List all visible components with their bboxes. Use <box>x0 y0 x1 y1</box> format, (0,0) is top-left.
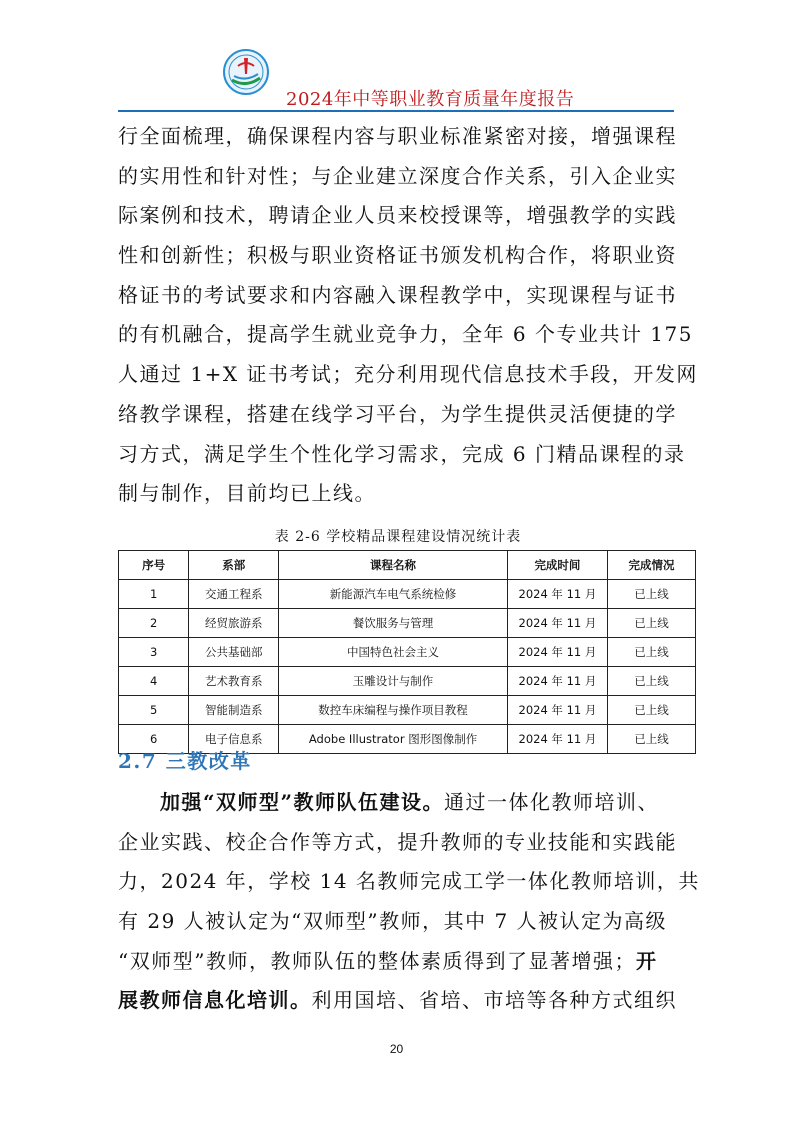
cell-department: 公共基础部 <box>189 638 279 667</box>
body-paragraph-1 <box>118 117 698 514</box>
header-divider <box>118 110 674 112</box>
column-header-status: 完成情况 <box>607 551 695 580</box>
table-row <box>119 667 696 696</box>
cell-course-name: 新能源汽车电气系统检修 <box>279 580 508 609</box>
text-line: 的有机融合，提高学生就业竞争力，全年 6 个专业共计 175 <box>118 322 693 347</box>
cell-course-name: 中国特色社会主义 <box>279 638 508 667</box>
column-header-number: 序号 <box>119 551 189 580</box>
text-line: 格证书的考试要求和内容融入课程教学中，实现课程与证书 <box>118 282 677 307</box>
table-row <box>119 696 696 725</box>
text-line: 企业实践、校企合作等方式，提升教师的专业技能和实践能 <box>118 829 677 854</box>
column-header-completion-time: 完成时间 <box>507 551 607 580</box>
table-caption: 表 2-6 学校精品课程建设情况统计表 <box>274 529 522 545</box>
cell-course-name: 餐饮服务与管理 <box>279 609 508 638</box>
text-line: 人通过 1+X 证书考试；充分利用现代信息技术手段，开发网 <box>118 362 698 387</box>
bold-lead-text: 展教师信息化培训。 <box>118 988 312 1013</box>
page-header <box>0 38 793 118</box>
school-logo-emblem <box>222 48 270 96</box>
text-line <box>118 783 678 823</box>
text-line: 有 29 人被认定为“双师型”教师，其中 7 人被认定为高级 <box>118 909 668 934</box>
body-paragraph-2 <box>118 783 700 1021</box>
cell-status: 已上线 <box>607 667 695 696</box>
table-row <box>119 638 696 667</box>
cell-department: 艺术教育系 <box>189 667 279 696</box>
cell-completion-time: 2024 年 11 月 <box>507 580 607 609</box>
text-run: 利用国培、省培、市培等各种方式组织 <box>311 988 677 1013</box>
cell-department: 交通工程系 <box>189 580 279 609</box>
cell-department: 智能制造系 <box>189 696 279 725</box>
cell-number: 1 <box>119 580 189 609</box>
cell-course-name: 数控车床编程与操作项目教程 <box>279 696 508 725</box>
text-line: 的实用性和针对性；与企业建立深度合作关系，引入企业实 <box>118 163 677 188</box>
cell-completion-time: 2024 年 11 月 <box>507 638 607 667</box>
cell-number: 4 <box>119 667 189 696</box>
cell-status: 已上线 <box>607 725 695 754</box>
table-header-row <box>119 551 696 580</box>
cell-completion-time: 2024 年 11 月 <box>507 696 607 725</box>
cell-status: 已上线 <box>607 638 695 667</box>
cell-status: 已上线 <box>607 696 695 725</box>
cell-status: 已上线 <box>607 580 695 609</box>
cell-number: 6 <box>119 725 189 754</box>
cell-number: 2 <box>119 609 189 638</box>
courses-table <box>118 550 696 754</box>
text-line: 习方式，满足学生个性化学习需求，完成 6 门精品课程的录 <box>118 441 686 466</box>
section-heading: 2.7 三教改革 <box>118 749 252 773</box>
text-line <box>118 981 678 1021</box>
cell-course-name: 玉雕设计与制作 <box>279 667 508 696</box>
column-header-course-name: 课程名称 <box>279 551 508 580</box>
text-line <box>118 942 678 982</box>
cell-completion-time: 2024 年 11 月 <box>507 667 607 696</box>
bold-lead-text: 加强“双师型”教师队伍建设。 <box>160 790 445 814</box>
cell-number: 5 <box>119 696 189 725</box>
text-line: 制与制作，目前均已上线。 <box>118 481 376 506</box>
text-run: 通过一体化教师培训、 <box>444 790 660 814</box>
report-title: 2024年中等职业教育质量年度报告 <box>286 89 575 110</box>
text-line: 力，2024 年，学校 14 名教师完成工学一体化教师培训，共 <box>118 869 700 894</box>
column-header-department: 系部 <box>189 551 279 580</box>
text-line: 行全面梳理，确保课程内容与职业标准紧密对接，增强课程 <box>118 124 677 148</box>
text-line: 络教学课程，搭建在线学习平台，为学生提供灵活便捷的学 <box>118 401 677 426</box>
cell-status: 已上线 <box>607 609 695 638</box>
cell-number: 3 <box>119 638 189 667</box>
cell-completion-time: 2024 年 11 月 <box>507 609 607 638</box>
bold-lead-text: 开 <box>635 948 658 973</box>
cell-department: 经贸旅游系 <box>189 609 279 638</box>
cell-department: 电子信息系 <box>189 725 279 754</box>
text-line: 际案例和技术，聘请企业人员来校授课等，增强教学的实践 <box>118 203 677 228</box>
text-line: 性和创新性；积极与职业资格证书颁发机构合作，将职业资 <box>118 243 677 268</box>
table-row <box>119 580 696 609</box>
cell-completion-time: 2024 年 11 月 <box>507 725 607 754</box>
text-run: “双师型”教师，教师队伍的整体素质得到了显著增强； <box>118 948 636 973</box>
table-row <box>119 609 696 638</box>
cell-course-name: Adobe Illustrator 图形图像制作 <box>279 725 508 754</box>
page-number: 20 <box>389 1042 404 1056</box>
